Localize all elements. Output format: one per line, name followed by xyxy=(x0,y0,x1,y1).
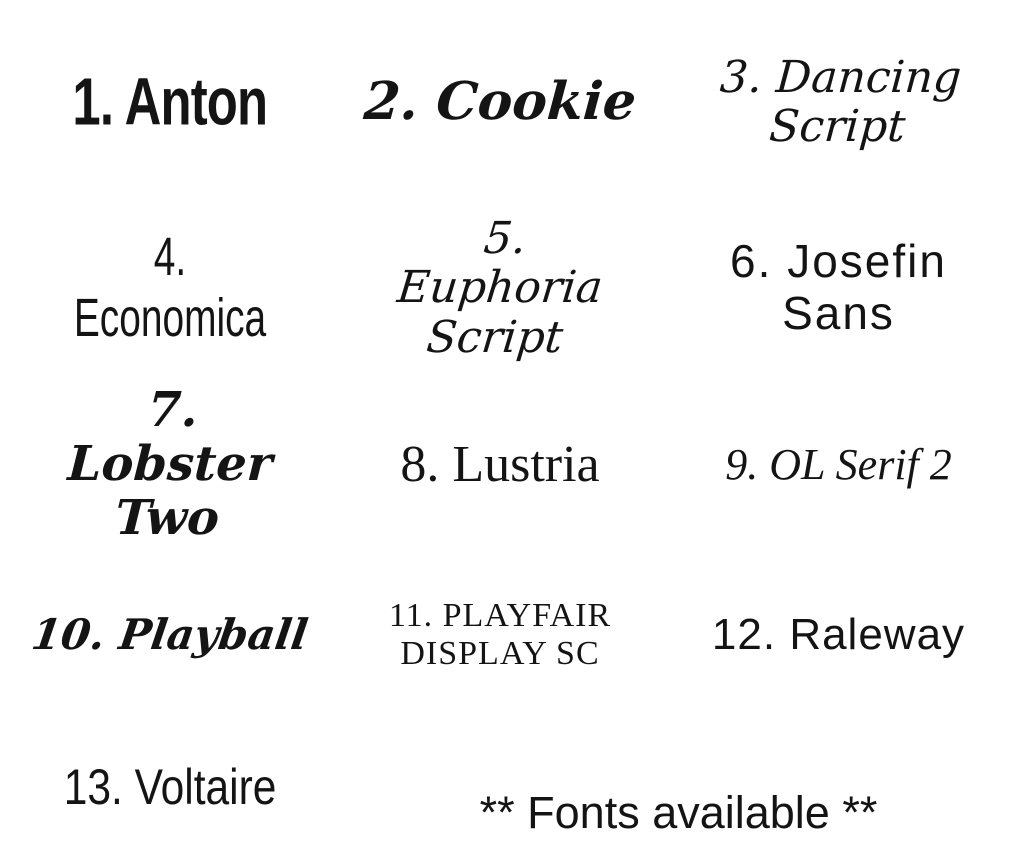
font-sample-voltaire xyxy=(0,710,340,864)
font-sample-label-voltaire: 13. Voltaire xyxy=(63,759,277,815)
font-sample-label-lustria: 8. Lustria xyxy=(400,435,600,493)
font-sample-euphoria-script xyxy=(340,205,660,370)
font-sample-label-euphoria-script: 5. Euphoria Script xyxy=(394,212,606,363)
font-sample-economica xyxy=(0,205,340,370)
font-sample-label-ol-serif-2: 9. OL Serif 2 xyxy=(725,440,952,490)
font-sample-playfair-display-sc xyxy=(340,560,660,710)
font-sample-raleway xyxy=(660,560,1017,710)
font-sample-dancing-script xyxy=(660,0,1017,205)
font-sample-label-economica: 4. Economica xyxy=(73,227,267,348)
font-sample-josefin-sans xyxy=(660,205,1017,370)
font-sample-anton xyxy=(0,0,340,205)
font-sample-playball xyxy=(0,560,340,710)
font-sample-label-playball: 10. Playball xyxy=(28,610,312,660)
font-sample-label-raleway: 12. Raleway xyxy=(711,610,966,660)
font-sample-label-anton: 1. Anton xyxy=(72,65,268,140)
font-sample-lobster-two xyxy=(0,370,340,560)
font-sample-label-dancing-script: 3. Dancing Script xyxy=(717,52,963,153)
font-sample-lustria xyxy=(340,370,660,560)
font-sample-label-josefin-sans: 6. Josefin Sans xyxy=(730,234,947,339)
font-sample-label-lobster-two: 7. Lobster Two xyxy=(66,382,274,546)
font-sample-label-cookie: 2. Cookie xyxy=(361,71,639,133)
font-sample-cookie xyxy=(340,0,660,205)
font-sample-ol-serif-2 xyxy=(660,370,1017,560)
font-sample-label-playfair-display-sc: 11. PLAYFAIR DISPLAY SC xyxy=(388,596,612,672)
fonts-available-note-label: ** Fonts available ** xyxy=(479,786,878,838)
fonts-available-note xyxy=(340,710,1017,864)
